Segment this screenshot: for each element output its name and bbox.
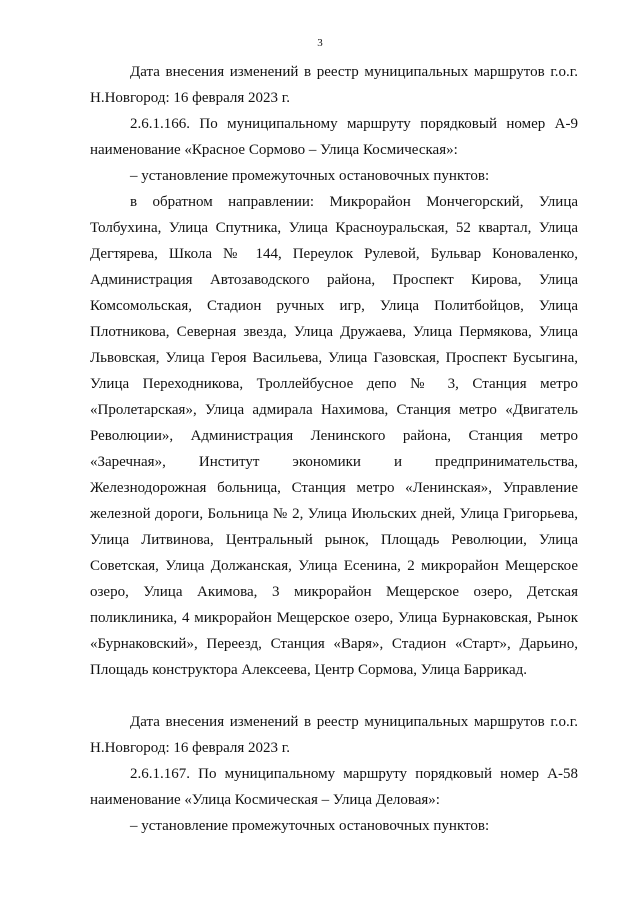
- paragraph-registry-date-1: [90, 59, 578, 111]
- paragraph-registry-date-2: [90, 709, 578, 761]
- paragraph-text: 2.6.1.167. По муниципальному маршруту порядковый номер А-58 наименование «Улица Космическая – Улица Деловая»:: [90, 766, 578, 808]
- paragraph-text: Дата внесения изменений в реестр муниципальных маршрутов г.о.г. Н.Новгород: 16 февраля 2023 г.: [90, 714, 578, 756]
- paragraph-text: – установление промежуточных остановочных пунктов:: [130, 168, 490, 184]
- paragraph-text: Дата внесения изменений в реестр муниципальных маршрутов г.о.г. Н.Новгород: 16 февраля 2023 г.: [90, 64, 578, 106]
- paragraph-text: – установление промежуточных остановочных пунктов:: [130, 818, 490, 834]
- paragraph-stops-heading-1: [90, 163, 578, 189]
- paragraph-stops-heading-2: [90, 813, 578, 839]
- paragraph-route-a58: [90, 761, 578, 813]
- paragraph-text: 2.6.1.166. По муниципальному маршруту порядковый номер А-9 наименование «Красное Сормово – Улица Космическая»:: [90, 116, 578, 158]
- paragraph-route-a9: [90, 111, 578, 163]
- paragraph-text: в обратном направлении: Микрорайон Мончегорский, Улица Толбухина, Улица Спутника, Улица Красноуральская, 52 квартал, Улица Дегтярева, Школа № 144, Переулок Рулевой, Бульвар Коноваленко, Администрация Автозаводского района, Проспект Кирова, Улица Комсомольская, Стадион ручных игр, Улица Политбойцов, Улица Плотникова, Северная звезда, Улица Дружаева, Улица Пермякова, Улица Львовская, Улица Героя Васильева, Улица Газовская, Проспект Бусыгина, Улица Переходникова, Троллейбусное депо № 3, Станция метро «Пролетарская», Улица адмирала Нахимова, Станция метро «Двигатель Революции», Администрация Ленинского района, Станция метро «Заречная», Институт экономики и предпринимательства, Железнодорожная больница, Станция метро «Ленинская», Управление железной дороги, Больница № 2, Улица Июльских дней, Улица Григорьева, Улица Литвинова, Центральный рынок, Площадь Революции, Улица Советская, Улица Должанская, Улица Есенина, 2 микрорайон Мещерское озеро, Улица Акимова, 3 микрорайон Мещерское озеро, Детская поликлиника, 4 микрорайон Мещерское озеро, Улица Бурнаковская, Рынок «Бурнаковский», Переезд, Станция «Варя», Стадион «Старт», Дарьино, Площадь конструктора Алексеева, Центр Сормова, Улица Баррикад.: [90, 194, 578, 678]
- page-number: 3: [317, 37, 323, 49]
- paragraph-reverse-direction-stops: [90, 189, 578, 683]
